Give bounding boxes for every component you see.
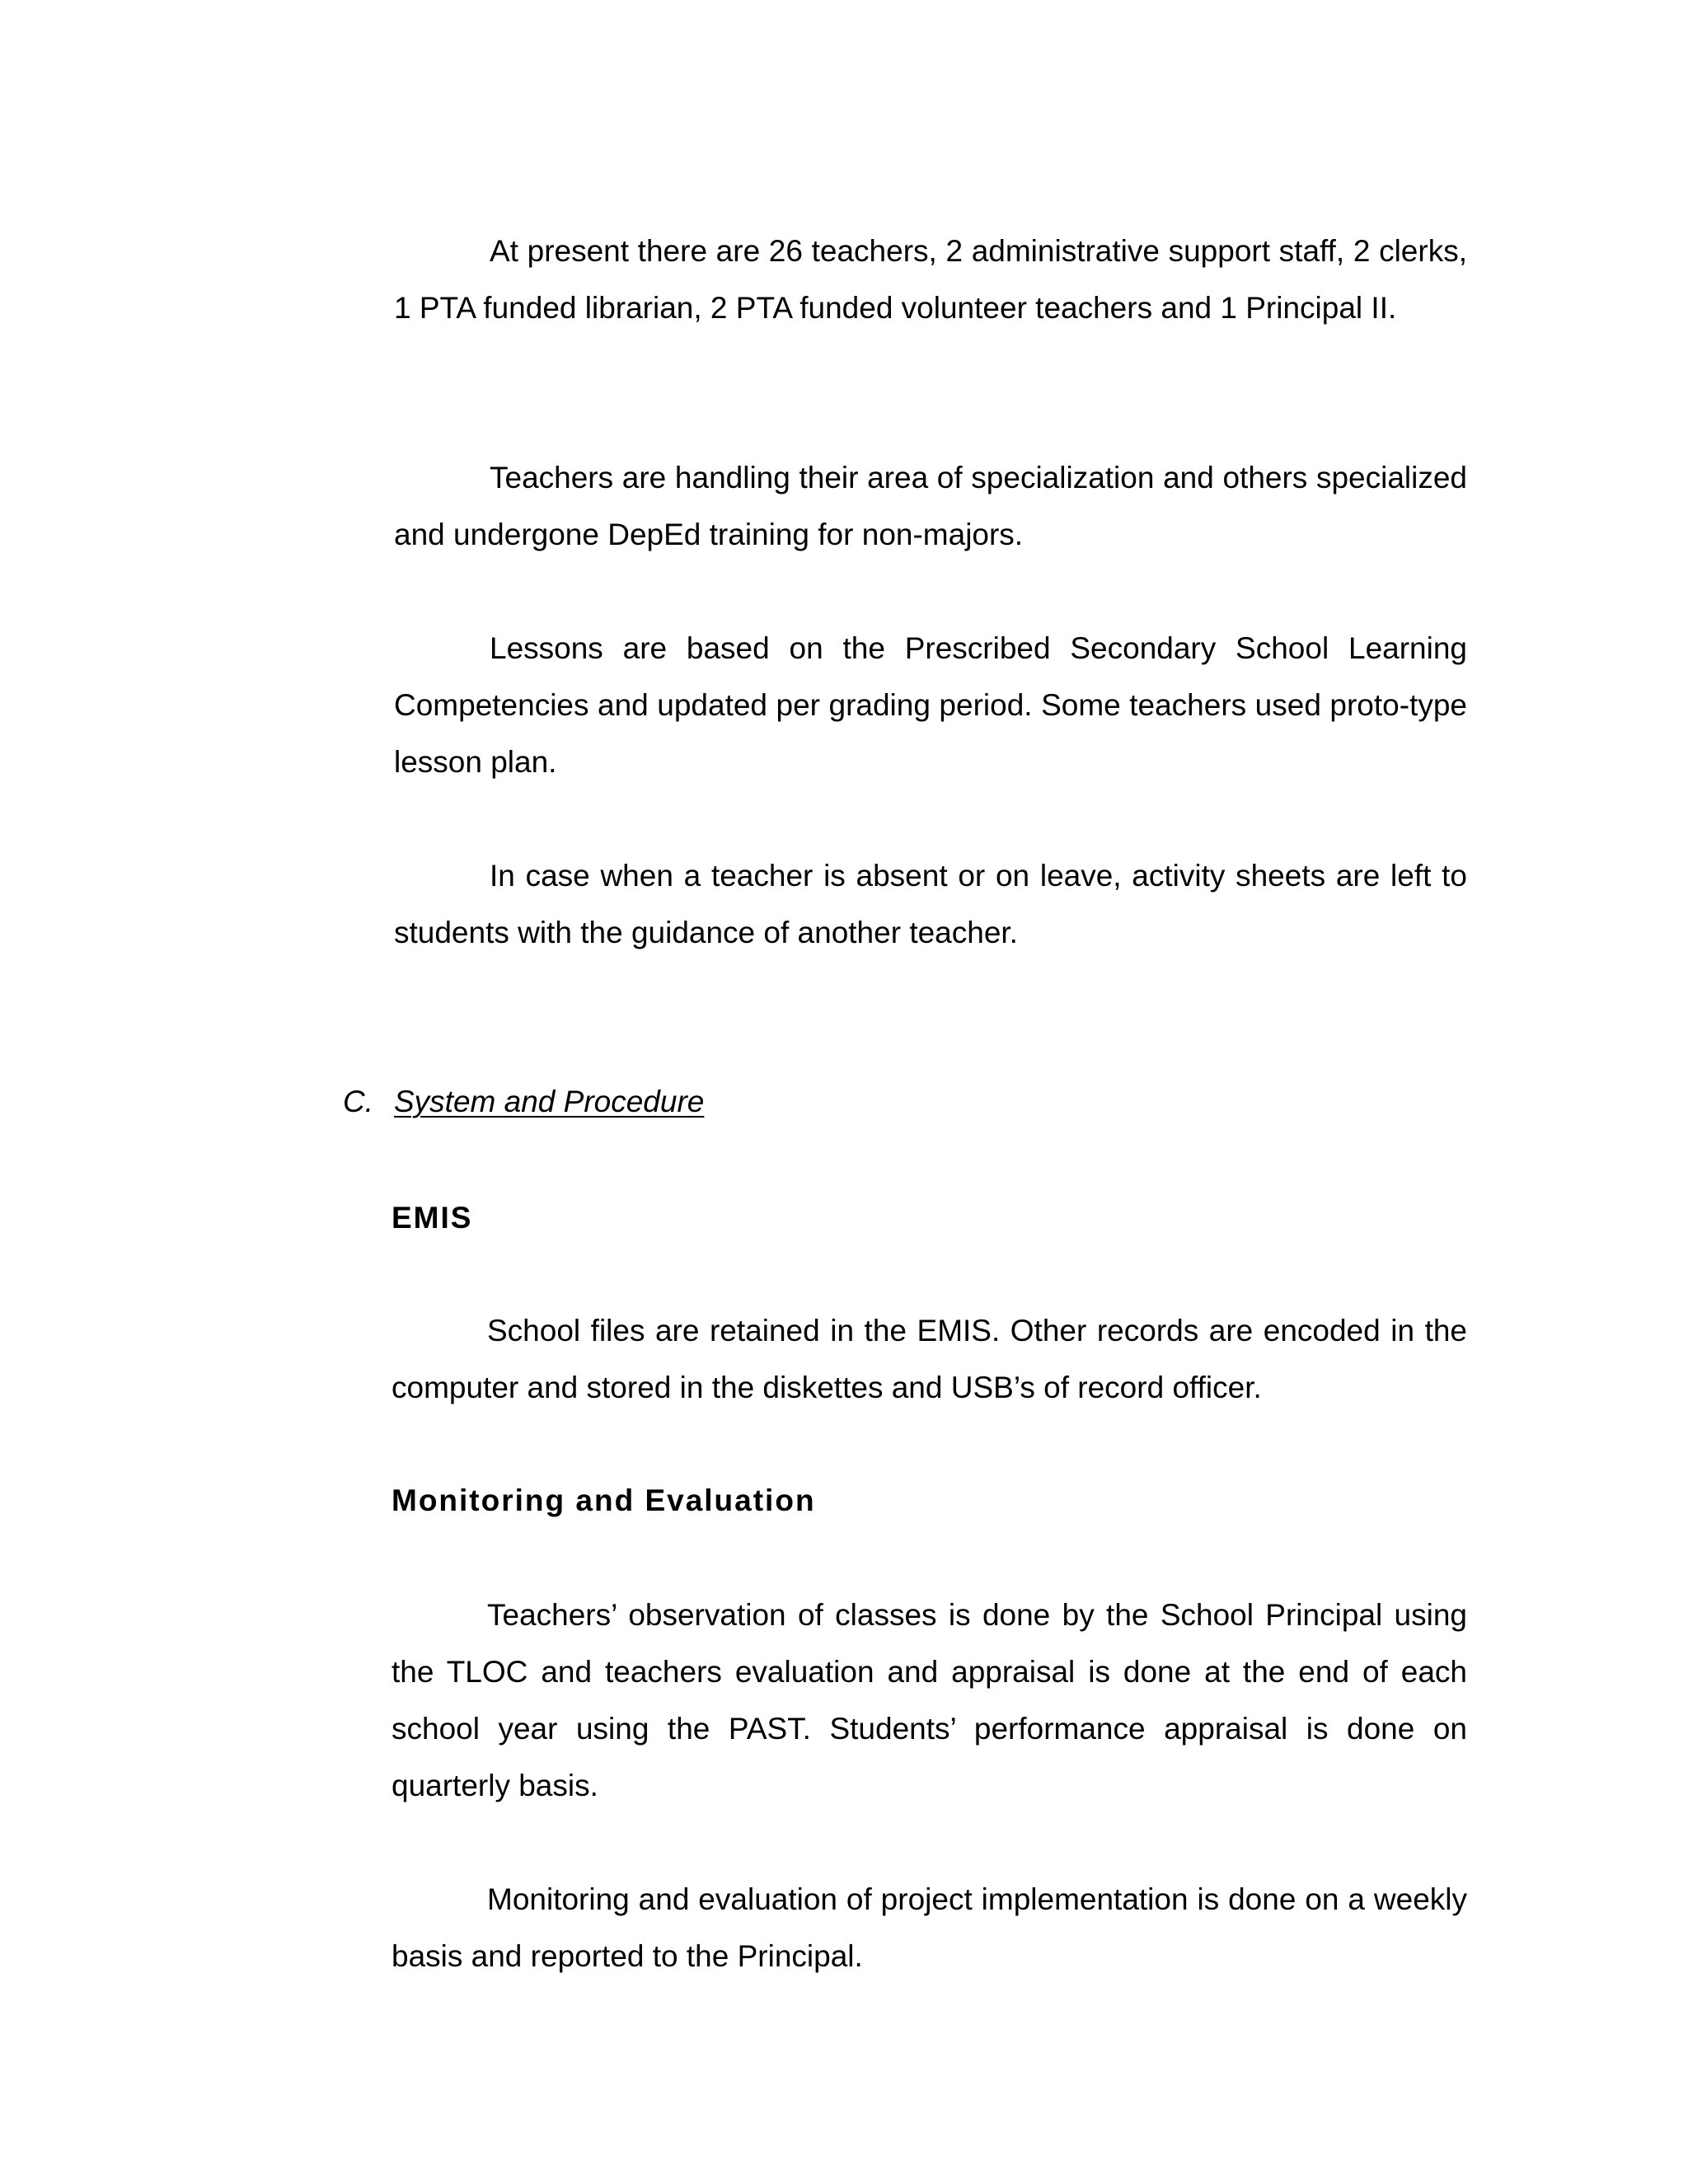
emis-heading: EMIS bbox=[392, 1201, 473, 1235]
paragraph-specialization: Teachers are handling their area of specialization and others specialized and undergone DepEd training for non-majors. bbox=[394, 461, 1467, 551]
monitoring-heading: Monitoring and Evaluation bbox=[392, 1483, 816, 1517]
paragraph-emis: School files are retained in the EMIS. Other records are encoded in the computer and stored in the diskettes and USB’s of record officer. bbox=[392, 1314, 1467, 1404]
paragraph-absence: In case when a teacher is absent or on leave, activity sheets are left to students with the guidance of another teacher. bbox=[394, 859, 1467, 949]
paragraph-staff-count: At present there are 26 teachers, 2 administrative support staff, 2 clerks, 1 PTA funded librarian, 2 PTA funded volunteer teachers and 1 Principal II. bbox=[394, 234, 1467, 325]
section-letter: C. bbox=[343, 1085, 373, 1118]
paragraph-observation: Teachers’ observation of classes is done by the School Principal using the TLOC and teachers evaluation and appraisal is done at the end of each school year using the PAST. Students’ performance appraisal is done on quarterly basis. bbox=[392, 1598, 1467, 1802]
section-title: System and Procedure bbox=[394, 1085, 705, 1118]
paragraph-lessons: Lessons are based on the Prescribed Secondary School Learning Competencies and updated per grading period. Some teachers used proto-type lesson plan. bbox=[394, 631, 1467, 779]
paragraph-project-monitoring: Monitoring and evaluation of project implementation is done on a weekly basis and reported to the Principal. bbox=[392, 1882, 1467, 1973]
